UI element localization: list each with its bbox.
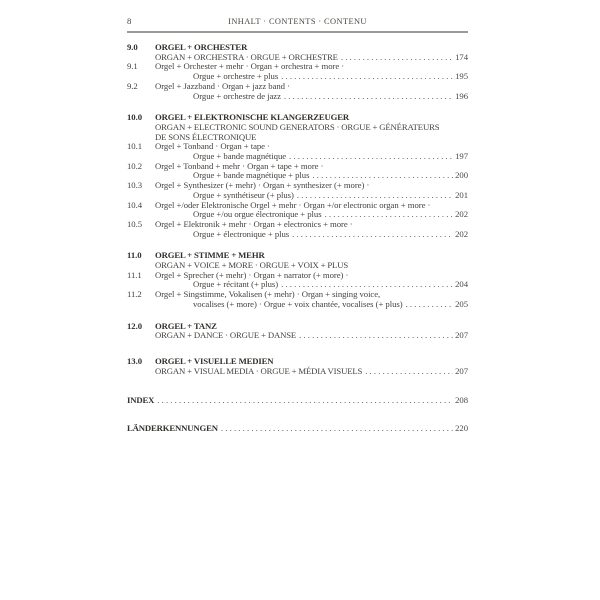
- page-ref: 202: [455, 228, 468, 239]
- dot-leader: [278, 72, 453, 82]
- section-subtitle: ORGAN + VISUAL MEDIA · ORGUE + MÉDIA VISUELS: [155, 365, 363, 376]
- index-row: [127, 396, 468, 406]
- section-title: ORGEL + ORCHESTER: [155, 42, 248, 52]
- page-ref: 201: [455, 189, 468, 200]
- dot-leader: [154, 396, 453, 406]
- entry-number: 10.1: [127, 141, 143, 152]
- entry-line2: Orgue + orchestre + plus: [193, 71, 279, 82]
- section-title: ORGEL + STIMME + MEHR: [155, 250, 265, 261]
- entry-number: 10.4: [127, 199, 143, 210]
- section-heading-row: [127, 43, 468, 62]
- entry-line2: Orgue + bande magnétique + plus: [193, 170, 310, 181]
- page-ref: 195: [455, 71, 468, 82]
- section-title: ORGEL + VISUELLE MEDIEN: [155, 355, 274, 366]
- dot-leader: [338, 53, 453, 63]
- entry-line2: Orgue + synthétiseur (+ plus): [193, 189, 294, 200]
- page-ref: 174: [455, 51, 468, 62]
- header-title: INHALT · CONTENTS · CONTENU: [228, 17, 367, 26]
- entry-number: 9.2: [127, 80, 138, 91]
- entry-line1: Orgel + Singstimme, Vokalisen (+ mehr) · Organ + singing voice,: [155, 289, 381, 300]
- toc-entry: [127, 142, 468, 161]
- page-number: 8: [127, 16, 132, 26]
- entry-number: 9.1: [127, 61, 138, 72]
- section-subtitle-row: [155, 331, 468, 341]
- page-ref: 197: [455, 151, 468, 162]
- page-ref: 204: [455, 279, 468, 290]
- entry-line1: Orgel + Elektronik + mehr · Organ + electronics + more ·: [155, 218, 353, 229]
- page-header: [127, 17, 468, 27]
- section-subtitle: ORGAN + ELECTRONIC SOUND GENERATORS · ORGUE + GÉNÉRATEURS: [155, 121, 440, 132]
- dot-leader: [289, 230, 453, 240]
- entry-line1: Orgel + Sprecher (+ mehr) · Organ + narrator (+ more) ·: [155, 269, 349, 280]
- entry-line1: Orgel + Orchester + mehr · Organ + orchestra + more ·: [155, 61, 345, 72]
- entry-line2-row: [193, 92, 468, 102]
- toc-entry: [127, 201, 468, 220]
- entry-number: 10.5: [127, 218, 143, 229]
- entry-line2-row: [193, 230, 468, 240]
- entry-line1: Orgel + Synthesizer (+ mehr) · Organ + synthesizer (+ more) ·: [155, 180, 370, 191]
- page-ref: 207: [455, 330, 468, 341]
- section-heading-row: [127, 251, 468, 270]
- section-subtitle-row: [155, 367, 468, 377]
- toc-entry: [127, 62, 468, 81]
- section-number: 11.0: [127, 250, 142, 261]
- section-heading-row: [127, 357, 468, 376]
- toc-section-13: [127, 357, 468, 376]
- page-ref: 205: [455, 298, 468, 309]
- dot-leader: [362, 367, 453, 377]
- entry-line2: Orgue + électronique + plus: [193, 228, 290, 239]
- page-ref: 207: [455, 365, 468, 376]
- document-sheet: [127, 0, 468, 434]
- section-subtitle: ORGAN + VOICE + MORE · ORGUE + VOIX + PLUS: [155, 260, 349, 271]
- section-heading-row: [127, 113, 468, 142]
- page-ref: 220: [455, 423, 468, 434]
- entry-line2: Orgue +/ou orgue électronique + plus: [193, 209, 322, 220]
- section-title: ORGEL + TANZ: [155, 320, 217, 331]
- toc-entry: [127, 290, 468, 309]
- section-title: ORGEL + ELEKTRONISCHE KLANGERZEUGER: [155, 112, 350, 123]
- toc-entry: [127, 220, 468, 239]
- entry-number: 11.1: [127, 269, 142, 280]
- section-number: 13.0: [127, 355, 143, 366]
- entry-line2: Orgue + récitant (+ plus): [193, 279, 279, 290]
- dot-leader: [403, 300, 454, 310]
- page-ref: 196: [455, 90, 468, 101]
- entry-number: 10.2: [127, 160, 143, 171]
- section-number: 9.0: [127, 42, 138, 52]
- toc-section-12: [127, 322, 468, 341]
- page-ref: 208: [455, 395, 468, 406]
- dot-leader: [296, 331, 453, 341]
- toc-entry: [127, 82, 468, 101]
- entry-line2: Orgue + orchestre de jazz: [193, 90, 281, 101]
- toc-entry: [127, 271, 468, 290]
- entry-line2: Orgue + bande magnétique: [193, 151, 287, 162]
- entry-number: 10.3: [127, 180, 143, 191]
- entry-line2: vocalises (+ more) · Orgue + voix chantée, vocalises (+ plus): [193, 298, 403, 309]
- entry-number: 11.2: [127, 289, 142, 300]
- laenderkennungen-label: LÄNDERKENNUNGEN: [127, 423, 218, 434]
- entry-line2-row: [193, 300, 468, 310]
- dot-leader: [218, 424, 453, 434]
- toc-section-9: [127, 43, 468, 101]
- dot-leader: [281, 92, 453, 102]
- section-number: 12.0: [127, 320, 143, 331]
- toc-section-11: [127, 251, 468, 309]
- section-subtitle: ORGAN + ORCHESTRA · ORGUE + ORCHESTRE: [155, 51, 338, 62]
- entry-line1: Orgel +/oder Elektronische Orgel + mehr · Organ +/or electronic organ + more ·: [155, 199, 431, 210]
- toc-entry: [127, 181, 468, 200]
- page-ref: 200: [455, 170, 468, 181]
- toc-section-10: [127, 113, 468, 239]
- section-number: 10.0: [127, 112, 143, 123]
- section-subtitle: ORGAN + DANCE · ORGUE + DANSE: [155, 330, 297, 341]
- laenderkennungen-row: [127, 424, 468, 434]
- header-rule: [127, 31, 468, 33]
- entry-line1: Orgel + Tonband + mehr · Organ + tape + more ·: [155, 160, 324, 171]
- toc-entry: [127, 162, 468, 181]
- index-label: INDEX: [127, 395, 155, 406]
- section-subtitle-line2: DE SONS ÉLECTRONIQUE: [155, 131, 257, 142]
- section-heading-row: [127, 322, 468, 341]
- entry-line1: Orgel + Jazzband · Organ + jazz band ·: [155, 80, 290, 91]
- entry-line1: Orgel + Tonband · Organ + tape ·: [155, 141, 270, 152]
- page-ref: 202: [455, 209, 468, 220]
